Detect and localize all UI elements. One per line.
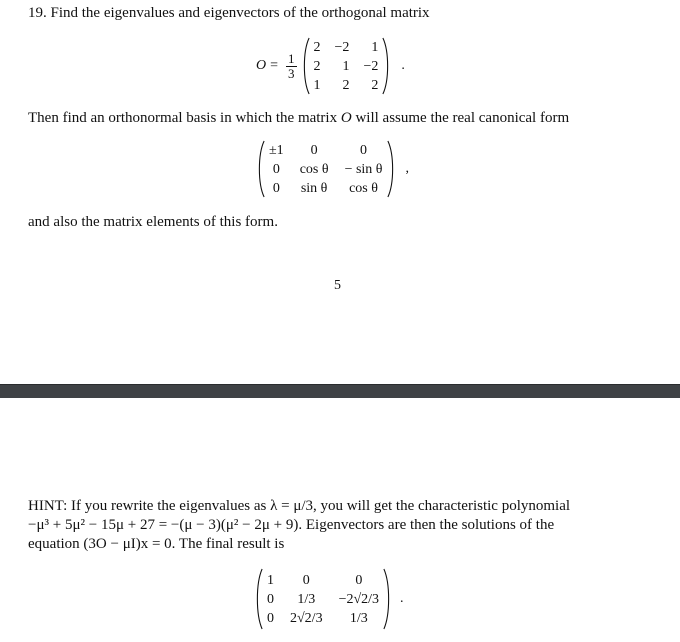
matrix-cell: 2 xyxy=(313,39,321,55)
matrix-cell: 1/3 xyxy=(349,610,368,626)
then-line xyxy=(28,109,569,127)
matrix-O-equation xyxy=(256,37,405,95)
left-paren xyxy=(301,37,310,95)
matrix-cell: −2√2/3 xyxy=(338,591,380,607)
matrix-cell: 0 xyxy=(267,591,274,607)
matrix-end-punct: . xyxy=(401,58,405,73)
matrix-cell: 0 xyxy=(360,142,368,158)
result-matrix-block xyxy=(254,568,404,630)
matrix-cell: 1/3 xyxy=(297,591,316,607)
matrix-cell: 2 xyxy=(313,58,321,74)
canonical-matrix xyxy=(265,142,387,197)
fraction-numerator: 1 xyxy=(288,50,295,66)
matrix-cell: 2 xyxy=(342,77,350,93)
matrix-cell: −2 xyxy=(363,58,379,74)
result-end-punct: . xyxy=(400,591,404,606)
hint-line-2: −μ³ + 5μ² − 15μ + 27 = −(μ − 3)(μ² − 2μ + 9). Eigenvectors are then the solutions of the xyxy=(28,517,555,533)
problem-statement: Find the eigenvalues and eigenvectors of the orthogonal matrix xyxy=(50,5,430,21)
matrix-cell: ±1 xyxy=(269,142,284,158)
matrix-cell: 0 xyxy=(355,572,363,588)
matrix-cell: 1 xyxy=(371,39,379,55)
also-line: and also the matrix elements of this form. xyxy=(28,214,278,230)
left-paren xyxy=(254,568,263,630)
matrix-cell: 2 xyxy=(371,77,379,93)
matrix-cell: − sin θ xyxy=(344,161,383,177)
matrix-cell: cos θ xyxy=(299,161,329,177)
matrix-cell: cos θ xyxy=(349,180,378,196)
matrix-cell: 0 xyxy=(272,180,280,196)
then-text-tail: will assume the real canonical form xyxy=(355,110,570,126)
page-bottom xyxy=(0,398,680,642)
matrix-cell: 0 xyxy=(272,161,280,177)
problem-number: 19. xyxy=(28,5,47,21)
fraction-denominator: 3 xyxy=(288,65,295,81)
canonical-end-punct: , xyxy=(405,161,410,176)
problem-line xyxy=(28,4,430,22)
canonical-form xyxy=(256,140,409,198)
result-matrix xyxy=(263,572,383,627)
then-text: Then find an orthonormal basis in which the matrix xyxy=(28,110,338,126)
right-paren xyxy=(382,37,391,95)
matrix-cell: sin θ xyxy=(300,180,328,196)
matrix-cell: 0 xyxy=(310,142,318,158)
matrix-O xyxy=(310,39,383,94)
left-paren xyxy=(256,140,265,198)
matrix-name: O xyxy=(256,58,267,73)
matrix-cell: 0 xyxy=(302,572,310,588)
matrix-cell: 0 xyxy=(267,610,274,626)
matrix-name-inline: O xyxy=(340,110,352,126)
hint-line-3: equation (3O − μI)x = 0. The final result is xyxy=(28,536,285,552)
right-paren xyxy=(383,568,392,630)
matrix-cell: −2 xyxy=(334,39,350,55)
right-paren xyxy=(387,140,396,198)
one-third-fraction xyxy=(286,52,297,81)
matrix-cell: 1 xyxy=(313,77,321,93)
page-number: 5 xyxy=(334,278,341,293)
equals-sign: = xyxy=(270,58,279,73)
matrix-cell: 1 xyxy=(342,58,350,74)
matrix-cell: 2√2/3 xyxy=(290,610,323,626)
hint-line-1: HINT: If you rewrite the eigenvalues as λ = μ/3, you will get the characteristic polynomial xyxy=(28,498,571,514)
matrix-cell: 1 xyxy=(267,572,274,588)
